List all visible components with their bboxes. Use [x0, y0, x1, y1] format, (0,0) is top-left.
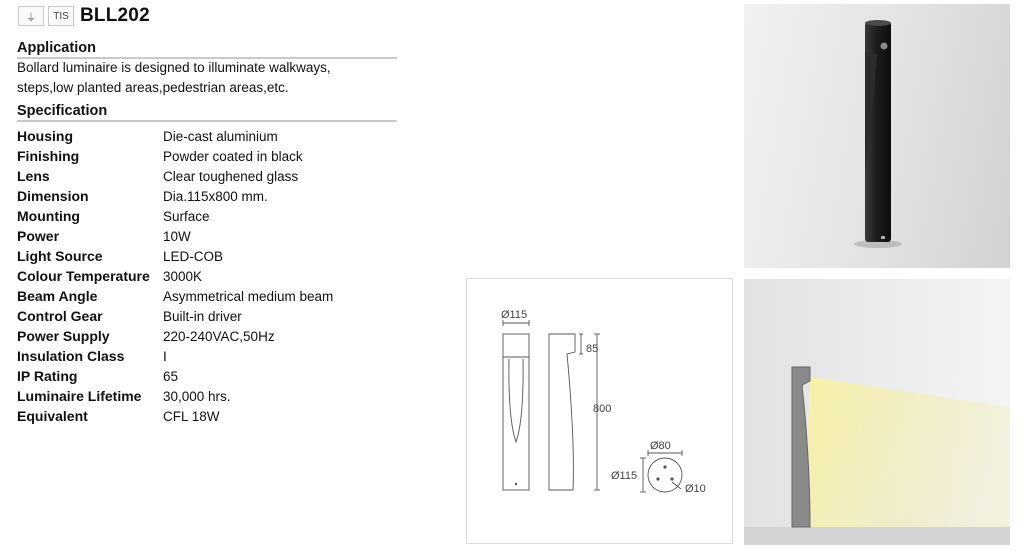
spec-value: CFL 18W: [163, 408, 220, 424]
spec-row: [17, 146, 333, 166]
spec-row: [17, 366, 333, 386]
specification-table: [17, 126, 333, 426]
spec-value: 65: [163, 368, 179, 384]
spec-value: 10W: [163, 228, 191, 244]
dim-label-hole: Ø10: [685, 483, 706, 495]
spec-value: Powder coated in black: [163, 148, 303, 164]
base-hole: [663, 465, 666, 468]
ground-symbol-icon: [18, 6, 44, 26]
bollard-photo-illustration: [744, 4, 1010, 268]
spec-value: Clear toughened glass: [163, 168, 299, 184]
spec-label: IP Rating: [17, 368, 78, 384]
spec-label: Housing: [17, 128, 73, 144]
base-hole: [670, 477, 673, 480]
spec-row: [17, 166, 333, 186]
side-view-outline: [549, 334, 575, 490]
spec-label: Control Gear: [17, 308, 103, 324]
spec-row: [17, 266, 333, 286]
product-photo: [744, 4, 1010, 268]
spec-value: Dia.115x800 mm.: [163, 188, 268, 204]
spec-value: Die-cast aluminium: [163, 128, 278, 144]
spec-row: [17, 326, 333, 346]
spec-row: [17, 386, 333, 406]
spec-row: [17, 406, 333, 426]
ground: [744, 527, 1010, 545]
spec-row: [17, 306, 333, 326]
bollard-lens: [881, 43, 888, 50]
spec-label: Insulation Class: [17, 348, 125, 364]
spec-row: [17, 186, 333, 206]
ground-symbol: ⏚: [26, 12, 36, 24]
spec-label: Dimension: [17, 188, 89, 204]
spec-row: [17, 206, 333, 226]
spec-value: 220-240VAC,50Hz: [163, 328, 275, 344]
spec-label: Colour Temperature: [17, 268, 150, 284]
certification-icons: [18, 6, 74, 26]
tis-mark: TIS: [53, 10, 69, 22]
spec-row: [17, 286, 333, 306]
spec-row: [17, 226, 333, 246]
tis-mark-icon: [48, 6, 74, 26]
dim-label-height: 800: [593, 403, 612, 415]
front-view-window: [509, 359, 523, 442]
spec-label: Finishing: [17, 148, 80, 164]
base-view-circle: [648, 458, 682, 492]
spec-value: 30,000 hrs.: [163, 388, 231, 404]
application-text: [17, 58, 397, 98]
spec-value: Built-in driver: [163, 308, 242, 324]
light-distribution-svg: [744, 279, 1010, 545]
base-hole: [656, 477, 659, 480]
bollard-screw: [881, 236, 885, 239]
front-screw: [515, 483, 517, 485]
spec-label: Light Source: [17, 248, 103, 264]
dim-label-diameter-top: Ø115: [501, 309, 528, 321]
application-line: Bollard luminaire is designed to illuminate walkways,: [17, 60, 331, 75]
specification-title: Specification: [17, 103, 397, 122]
spec-value: Asymmetrical medium beam: [163, 288, 334, 304]
spec-label: Luminaire Lifetime: [17, 388, 142, 404]
spec-value: 3000K: [163, 268, 203, 284]
dim-label-base-diameter: Ø115: [611, 470, 638, 482]
application-line: steps,low planted areas,pedestrian areas,etc.: [17, 80, 289, 95]
spec-label: Power: [17, 228, 60, 244]
spec-label: Equivalent: [17, 408, 88, 424]
dim-label-base-pcd: Ø80: [650, 440, 671, 452]
product-code: BLL202: [80, 5, 150, 26]
spec-value: LED-COB: [163, 248, 224, 264]
light-distribution-illustration: [744, 279, 1010, 545]
spec-value: Surface: [163, 208, 210, 224]
spec-row: [17, 246, 333, 266]
spec-value: I: [163, 348, 167, 364]
spec-label: Mounting: [17, 208, 80, 224]
spec-row: [17, 126, 333, 146]
spec-label: Beam Angle: [17, 288, 98, 304]
bollard-top: [865, 20, 891, 26]
spec-row: [17, 346, 333, 366]
spec-label: Power Supply: [17, 328, 110, 344]
dimension-drawing: [467, 279, 732, 543]
spec-label: Lens: [17, 168, 50, 184]
technical-drawing: [466, 278, 733, 544]
dim-label-head: 85: [586, 343, 599, 355]
application-title: Application: [17, 40, 397, 59]
